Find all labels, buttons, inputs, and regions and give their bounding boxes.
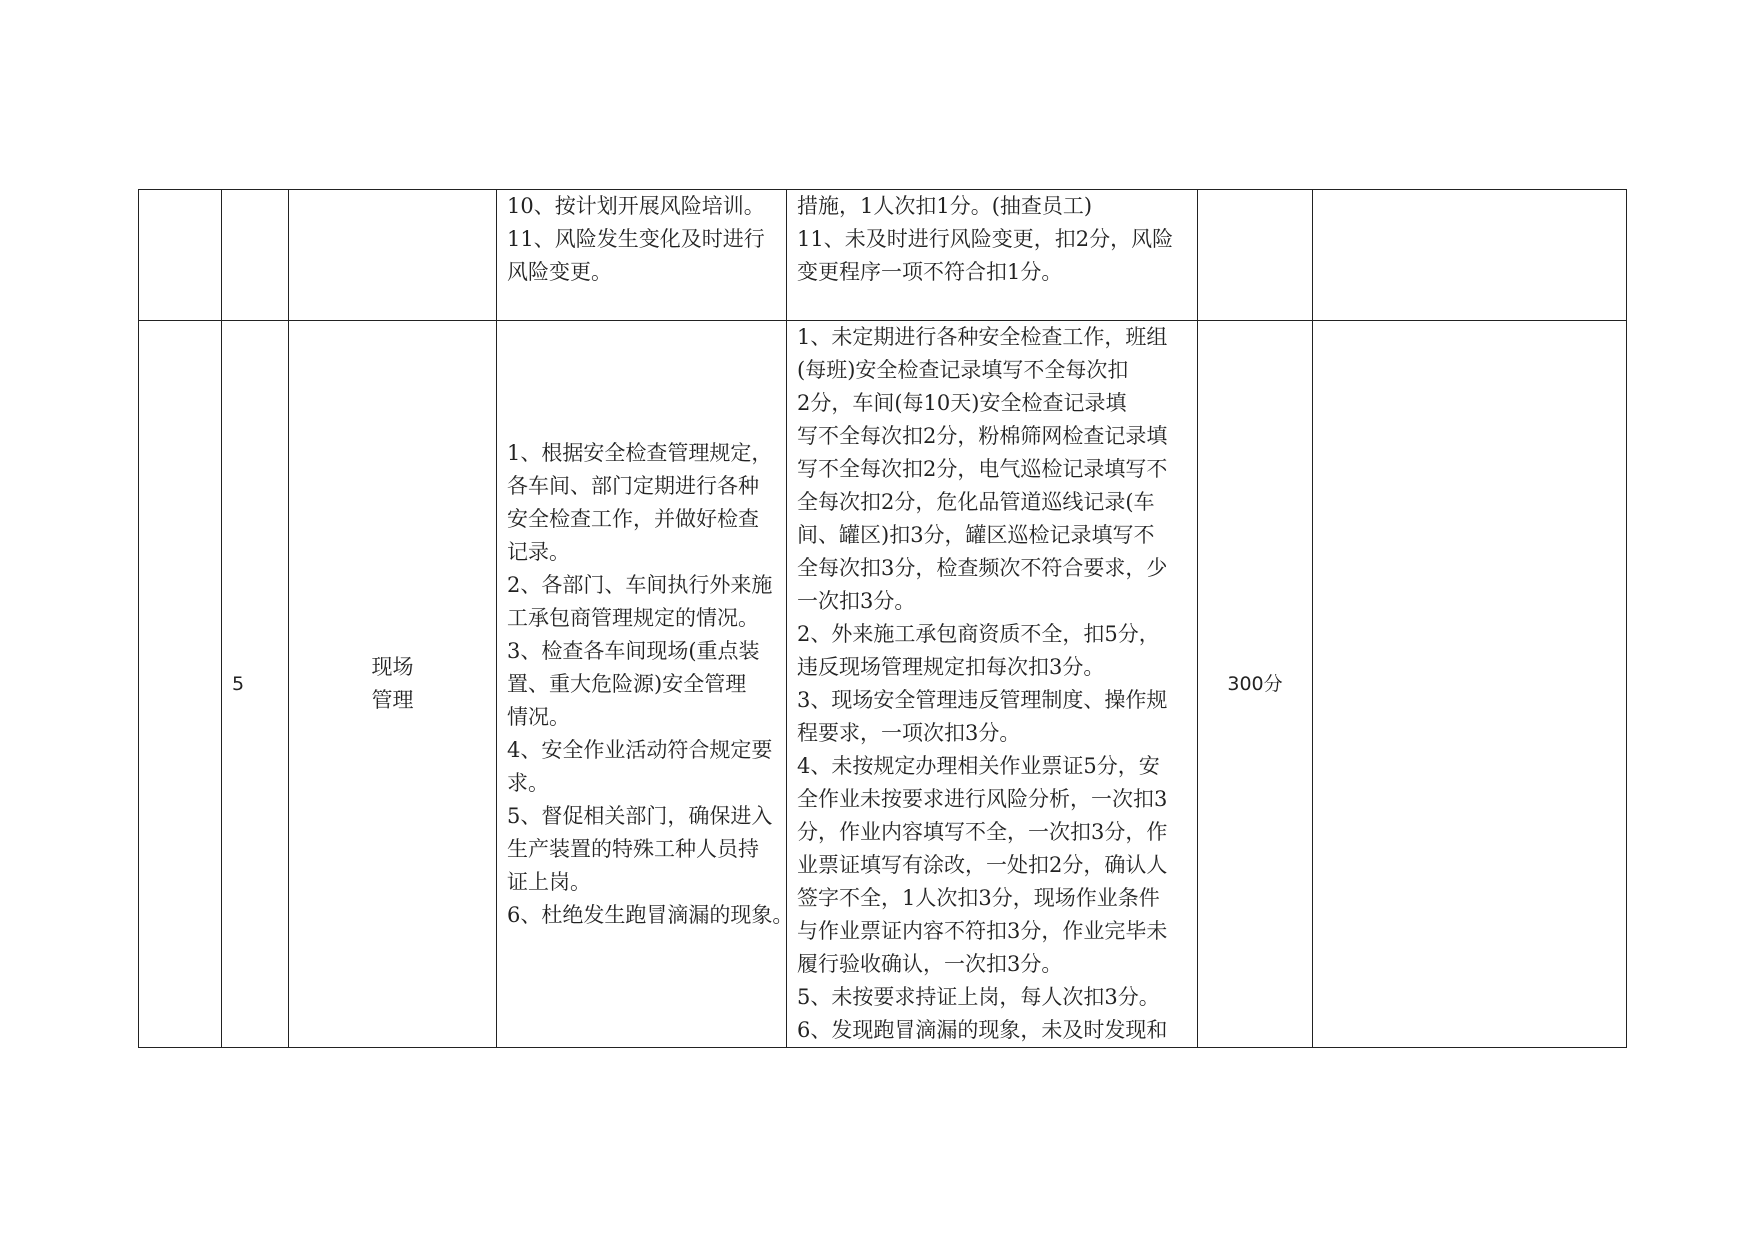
table-row <box>139 190 1627 321</box>
deduction-line: 2分，车间(每10天)安全检查记录填 <box>797 391 1127 415</box>
cell-score <box>1198 321 1313 1048</box>
requirement-line: 4、安全作业活动符合规定要 <box>507 737 773 762</box>
requirement-line: 6、杜绝发生跑冒滴漏的现象。 <box>507 902 794 927</box>
deduction-line: 写不全每次扣2分，电气巡检记录填写不 <box>797 457 1168 481</box>
cell-requirements <box>497 321 794 1048</box>
deduction-line: 间、罐区)扣3分，罐区巡检记录填写不 <box>797 523 1155 547</box>
requirement-line: 置、重大危险源)安全管理 <box>507 671 747 696</box>
cell-requirements <box>497 190 787 321</box>
cell-score <box>1198 190 1313 321</box>
cell-item <box>289 321 497 1048</box>
requirement-line: 情况。 <box>507 704 570 729</box>
requirement-line: 11、风险发生变化及时进行 <box>507 227 765 251</box>
deduction-line: 业票证填写有涂改，一处扣2分，确认人 <box>797 853 1168 877</box>
cell-remark <box>1313 321 1627 1048</box>
deduction-line: 程要求，一项次扣3分。 <box>797 721 1021 745</box>
requirement-line: 生产装置的特殊工种人员持 <box>507 836 759 861</box>
requirement-line: 2、各部门、车间执行外来施 <box>507 572 773 597</box>
deduction-line: 2、外来施工承包商资质不全，扣5分， <box>797 622 1160 646</box>
deduction-line: 6、发现跑冒滴漏的现象，未及时发现和 <box>797 1018 1168 1042</box>
cell-item <box>289 190 497 321</box>
deduction-line: 一次扣3分。 <box>797 589 916 613</box>
deduction-line: (每班)安全检查记录填写不全每次扣 <box>797 358 1129 382</box>
cell-index <box>222 190 289 321</box>
deduction-line: 全每次扣2分，危化品管道巡线记录(车 <box>797 490 1155 514</box>
deduction-line: 写不全每次扣2分，粉棉筛网检查记录填 <box>797 424 1168 448</box>
requirement-line: 安全检查工作，并做好检查 <box>507 506 759 531</box>
requirement-line: 10、按计划开展风险培训。 <box>507 194 765 218</box>
deduction-line: 变更程序一项不符合扣1分。 <box>797 260 1063 284</box>
requirement-line: 5、督促相关部门，确保进入 <box>507 803 773 828</box>
requirement-line: 求。 <box>507 770 549 795</box>
deduction-line: 4、未按规定办理相关作业票证5分，安 <box>797 754 1160 778</box>
deduction-line: 履行验收确认，一次扣3分。 <box>797 952 1063 976</box>
requirement-line: 证上岗。 <box>507 869 591 894</box>
deduction-line: 违反现场管理规定扣每次扣3分。 <box>797 655 1105 679</box>
deduction-line: 措施，1人次扣1分。(抽查员工) <box>797 194 1093 218</box>
requirement-line: 风险变更。 <box>507 260 612 284</box>
score-value: 300分 <box>1227 673 1283 695</box>
cell-deductions <box>787 321 1198 1048</box>
requirement-line: 各车间、部门定期进行各种 <box>507 473 759 498</box>
requirement-line: 记录。 <box>507 539 570 564</box>
item-name-line: 管理 <box>371 688 414 712</box>
deduction-line: 与作业票证内容不符扣3分，作业完毕未 <box>797 919 1168 943</box>
cell-empty <box>139 321 222 1048</box>
deduction-line: 全作业未按要求进行风险分析，一次扣3 <box>797 787 1168 811</box>
requirement-line: 3、检查各车间现场(重点装 <box>507 638 760 663</box>
deduction-line: 11、未及时进行风险变更，扣2分，风险 <box>797 227 1174 251</box>
requirement-line: 工承包商管理规定的情况。 <box>507 605 759 630</box>
requirement-line: 1、根据安全检查管理规定， <box>507 440 773 465</box>
cell-remark <box>1313 190 1627 321</box>
table-row <box>139 321 1627 1048</box>
item-name-line: 现场 <box>371 655 414 679</box>
deduction-line: 分，作业内容填写不全，一次扣3分，作 <box>797 820 1168 844</box>
deduction-line: 全每次扣3分，检查频次不符合要求，少 <box>797 556 1168 580</box>
cell-deductions <box>787 190 1198 321</box>
cell-empty <box>139 190 222 321</box>
deduction-line: 5、未按要求持证上岗，每人次扣3分。 <box>797 985 1160 1009</box>
cell-index <box>222 321 289 1048</box>
row-index: 5 <box>232 673 245 695</box>
deduction-line: 3、现场安全管理违反管理制度、操作规 <box>797 688 1168 712</box>
assessment-table <box>138 189 1627 1048</box>
deduction-line: 签字不全，1人次扣3分，现场作业条件 <box>797 886 1160 910</box>
deduction-line: 1、未定期进行各种安全检查工作，班组 <box>797 325 1168 349</box>
